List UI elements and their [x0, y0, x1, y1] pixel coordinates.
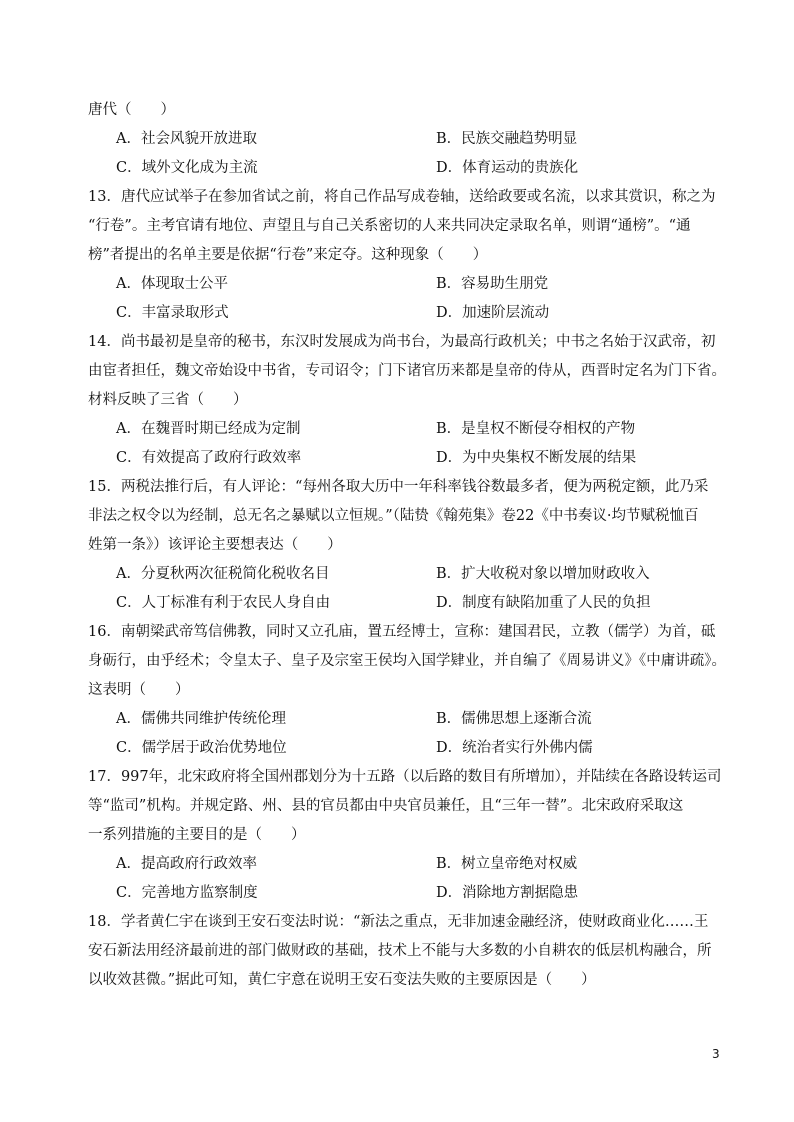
q13-options-row2 [88, 299, 708, 328]
page-number: 3 [712, 1047, 720, 1061]
q15-option-a: A．分夏秋两次征税简化税收名目 [116, 566, 330, 582]
q14-option-d: D．为中央集权不断发展的结果 [436, 450, 637, 466]
q13-stem-line: “行卷”。主考官请有地位、声望且与自己关系密切的人来共同决定录取名单，则谓“通榜”。“通 [88, 218, 691, 234]
q15-stem-line: 15．两税法推行后，有人评论：“每州各取大历中一年科率钱谷数最多者，便为两税定额，此乃采 [88, 479, 709, 495]
q12-options-row2 [88, 154, 708, 183]
q12-option-d: D．体育运动的贵族化 [436, 160, 579, 176]
q14-option-b: B．是皇权不断侵夺相权的产物 [436, 421, 636, 437]
q13-option-c: C．丰富录取形式 [116, 305, 229, 321]
q18-stem-line: 安石新法用经济最前进的部门做财政的基础，技术上不能与大多数的小自耕农的低层机构融合，所 [88, 943, 712, 959]
q13-stem-line: 榜”者提出的名单主要是依据“行卷”来定夺。这种现象（ ） [88, 247, 488, 263]
q16-options-row1 [88, 705, 708, 734]
q17-options-row2 [88, 879, 708, 908]
q12-option-a: A．社会风貌开放进取 [116, 131, 257, 147]
q17-option-a: A．提高政府行政效率 [116, 856, 257, 872]
q15-stem-line: 姓第一条》）该评论主要想表达（ ） [88, 537, 342, 553]
q13-option-b: B．容易助生朋党 [436, 276, 549, 292]
q13-stem-line: 13．唐代应试举子在参加省试之前，将自己作品写成卷轴，送给政要或名流，以求其赏识，称之为 [88, 189, 716, 205]
q12-option-c: C．域外文化成为主流 [116, 160, 258, 176]
q14-option-a: A．在魏晋时期已经成为定制 [116, 421, 301, 437]
q12-option-b: B．民族交融趋势明显 [436, 131, 578, 147]
q13-option-d: D．加速阶层流动 [436, 305, 550, 321]
q12-stem-tail: 唐代（ ） [88, 102, 175, 118]
document-page [88, 96, 726, 995]
q17-option-b: B．树立皇帝绝对权威 [436, 856, 578, 872]
q17-option-c: C．完善地方监察制度 [116, 885, 258, 901]
q15-option-c: C．人丁标准有利于农民人身自由 [116, 595, 331, 611]
q15-stem-line: 非法之权令以为经制，总无名之暴赋以立恒规。”（陆贽《翰苑集》卷22《中书奏议·均节赋税恤百 [88, 508, 699, 524]
q14-options-row2 [88, 444, 708, 473]
q13-options-row1 [88, 270, 708, 299]
q18-stem-line: 以收效甚微。”据此可知，黄仁宇意在说明王安石变法失败的主要原因是（ ） [88, 972, 596, 988]
q16-option-c: C．儒学居于政治优势地位 [116, 740, 287, 756]
q16-option-b: B．儒佛思想上逐渐合流 [436, 711, 592, 727]
q15-options-row1 [88, 560, 708, 589]
q14-stem-line: 14．尚书最初是皇帝的秘书，东汉时发展成为尚书台，为最高行政机关；中书之名始于汉武帝，初 [88, 334, 716, 350]
q16-options-row2 [88, 734, 708, 763]
q16-option-a: A．儒佛共同维护传统伦理 [116, 711, 286, 727]
q16-option-d: D．统治者实行外佛内儒 [436, 740, 593, 756]
q15-option-b: B．扩大收税对象以增加财政收入 [436, 566, 650, 582]
q17-stem-line: 一系列措施的主要目的是（ ） [88, 827, 306, 843]
q13-option-a: A．体现取士公平 [116, 276, 228, 292]
q17-stem-line: 17．997年，北宋政府将全国州郡划分为十五路（以后路的数目有所增加），并陆续在各路设转运司 [88, 769, 722, 785]
q17-stem-line: 等“监司”机构。并规定路、州、县的官员都由中央官员兼任，且“三年一替”。北宋政府采取这 [88, 798, 684, 814]
q16-stem-line: 身砺行，由乎经术；令皇太子、皇子及宗室王侯均入国学肄业，并自编了《周易讲义》《中庸讲疏》。 [88, 653, 726, 669]
q15-option-d: D．制度有缺陷加重了人民的负担 [436, 595, 651, 611]
q14-options-row1 [88, 415, 708, 444]
q15-options-row2 [88, 589, 708, 618]
q16-stem-line: 这表明（ ） [88, 682, 190, 698]
q17-options-row1 [88, 850, 708, 879]
q18-stem-line: 18．学者黄仁宇在谈到王安石变法时说：“新法之重点，无非加速金融经济，使财政商业化……王 [88, 914, 709, 930]
q14-option-c: C．有效提高了政府行政效率 [116, 450, 302, 466]
q12-options-row1 [88, 125, 708, 154]
q14-stem-line: 材料反映了三省（ ） [88, 392, 248, 408]
q16-stem-line: 16．南朝梁武帝笃信佛教，同时又立孔庙，置五经博士，宣称：建国君民，立教（儒学）为首，砥 [88, 624, 716, 640]
q14-stem-line: 由宦者担任，魏文帝始设中书省，专司诏令；门下诸官历来都是皇帝的侍从，西晋时定名为门下省。 [88, 363, 726, 379]
q17-option-d: D．消除地方割据隐患 [436, 885, 579, 901]
